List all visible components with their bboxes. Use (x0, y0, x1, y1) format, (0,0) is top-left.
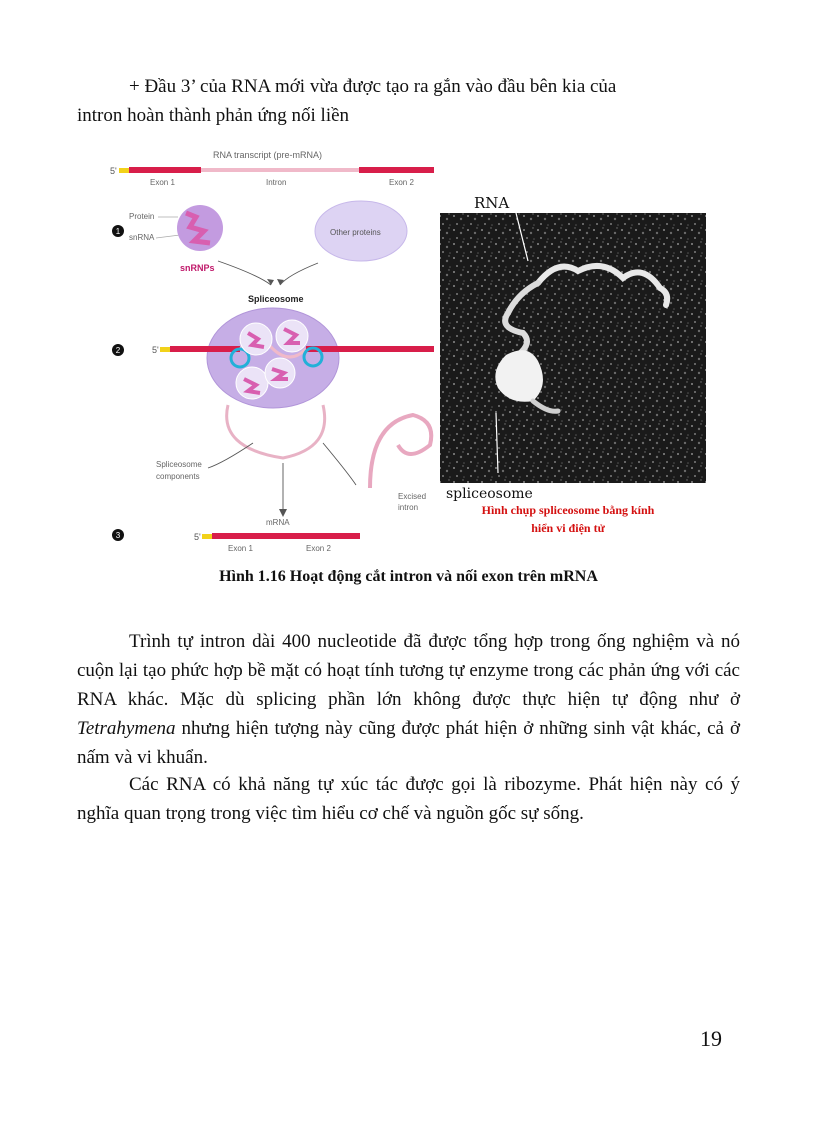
step-2-cap (160, 347, 170, 352)
paragraph-intron-part-2: nhưng hiện tượng này cũng được phát hiện ở những sinh vật khác, cả ở nấm và vi khuẩn. (77, 718, 740, 768)
components-label-line-1: Spliceosome (156, 460, 202, 469)
step-3-exon-2-label: Exon 2 (306, 544, 331, 553)
intro-line-1: + Đầu 3’ của RNA mới vừa được tạo ra gắn vào đầu bên kia của (129, 76, 617, 97)
intron-segment (201, 168, 359, 172)
five-prime-cap (119, 168, 129, 173)
snrnps-label: snRNPs (180, 263, 215, 273)
page-number: 19 (700, 1026, 722, 1051)
snrnp-disc-2 (276, 320, 308, 352)
splicing-diagram (108, 143, 438, 555)
step-3-number: 3 (115, 531, 121, 540)
paragraph-ribozyme: Các RNA có khả năng tự xúc tác được gọi là ribozyme. Phát hiện này có ý nghĩa quan trọng trong việc tìm hiểu cơ chế và nguồn gốc sự sống. (77, 774, 740, 824)
step-3-exon-1-label: Exon 1 (228, 544, 253, 553)
step-2-five-prime: 5' (152, 345, 159, 355)
excised-label-line-2: intron (398, 503, 419, 512)
step-2-exon-1 (170, 346, 240, 352)
five-prime-label: 5' (110, 166, 117, 176)
step-1-number: 1 (115, 227, 121, 236)
exon-1-label: Exon 1 (150, 178, 175, 187)
intro-line-2: intron hoàn thành phản ứng nối liền (77, 105, 350, 126)
spliceosome-body (207, 308, 339, 408)
other-proteins-label: Other proteins (330, 228, 381, 237)
step-3-cap (202, 534, 212, 539)
micrograph-caption-line-2: hiển vi điện tử (531, 521, 605, 535)
paragraph-intron-part-1: Trình tự intron dài 400 nucleotide đã được tổng hợp trong ống nghiệm và nó cuộn lại tạo phức hợp bề mặt có hoạt tính tương tự enzyme trong các phản ứng với các RNA khác. Mặc dù splicing phần lớn không được thực hiện tự động như ở (77, 631, 740, 710)
rna-label: RNA (474, 194, 510, 212)
micrograph-image (440, 213, 706, 483)
figure-caption: Hình 1.16 Hoạt động cắt intron và nối exon trên mRNA (219, 568, 598, 585)
exon-1-segment (129, 167, 201, 173)
exon-2-segment (359, 167, 434, 173)
protein-label: Protein (129, 212, 155, 221)
step-2-number: 2 (115, 346, 121, 355)
step-3-exon-1 (212, 533, 282, 539)
step-2-exon-2 (306, 346, 434, 352)
electron-micrograph (438, 143, 708, 555)
excised-label-line-1: Excised (398, 492, 427, 501)
paragraph-intron (77, 627, 740, 772)
snrna-label: snRNA (129, 233, 155, 242)
spliceosome-label: spliceosome (446, 486, 533, 502)
components-label-line-2: components (156, 472, 200, 481)
tetrahymena-italic: Tetrahymena (77, 718, 176, 739)
spliceosome-title: Spliceosome (248, 294, 304, 304)
micrograph-caption-line-1: Hình chụp spliceosome bằng kính (481, 503, 655, 517)
mrna-label: mRNA (266, 518, 290, 527)
pre-mrna-title: RNA transcript (pre-mRNA) (213, 150, 323, 160)
step-3-five-prime: 5' (194, 532, 201, 542)
exon-2-label: Exon 2 (389, 178, 414, 187)
intron-label: Intron (266, 178, 287, 187)
figure-1-16 (108, 143, 708, 555)
step-3-exon-2 (282, 533, 360, 539)
